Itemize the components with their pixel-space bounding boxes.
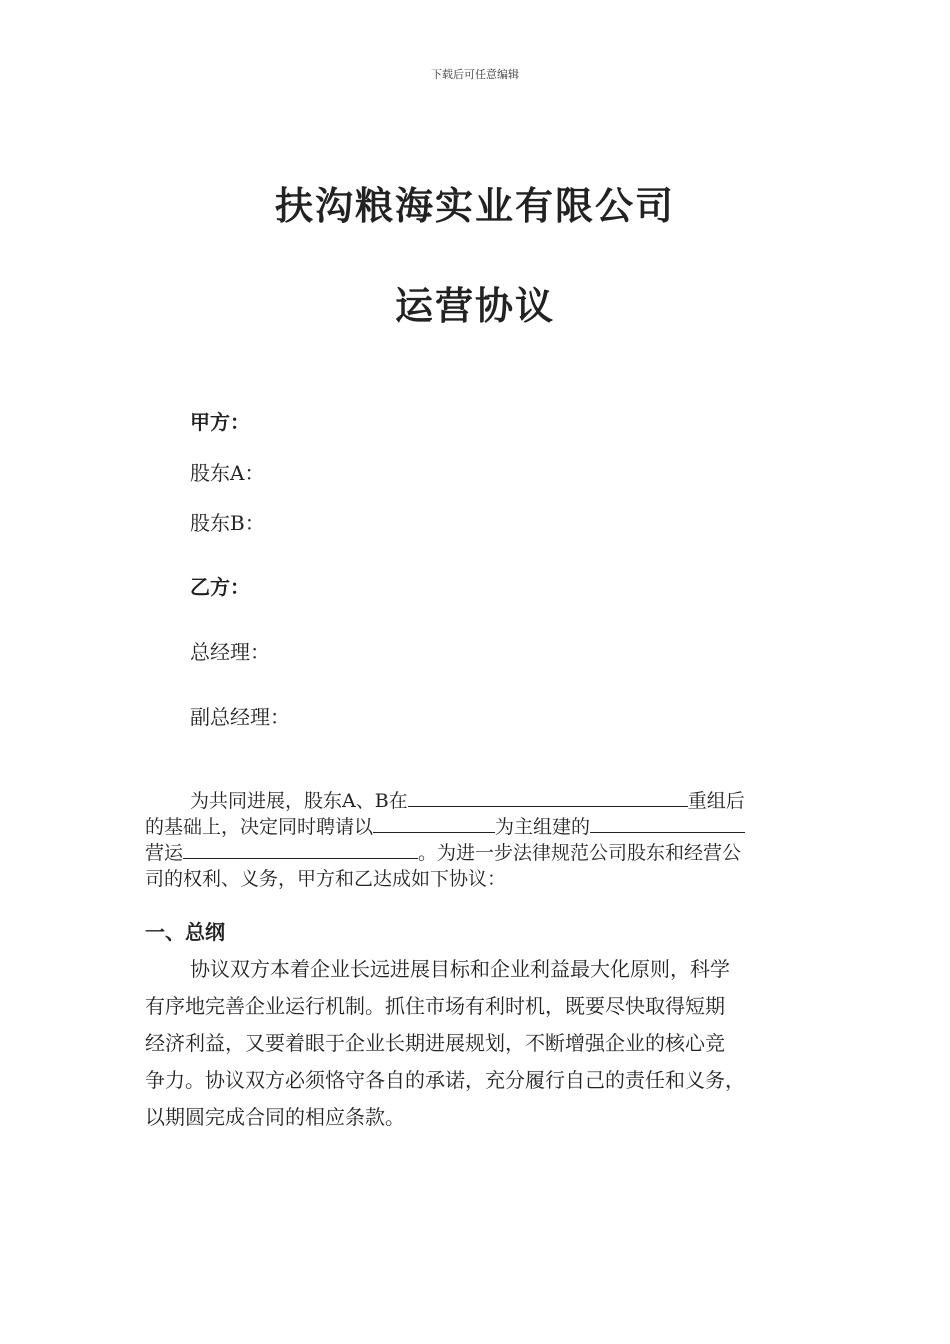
intro-text: 重组后 bbox=[687, 790, 745, 812]
intro-paragraph bbox=[145, 788, 810, 892]
intro-text: 为主组建的 bbox=[495, 816, 591, 838]
intro-line-3 bbox=[145, 840, 810, 866]
document-title: 运营协议 bbox=[394, 283, 555, 328]
company-title: 扶沟粮海实业有限公司 bbox=[274, 183, 675, 228]
blank-field bbox=[183, 840, 418, 859]
body-line: 有序地完善企业运行机制。抓住市场有利时机，既要尽快取得短期 bbox=[145, 994, 725, 1018]
body-line: 争力。协议双方必须恪守各自的承诺，充分履行自己的责任和义务， bbox=[145, 1068, 745, 1092]
intro-line-4: 司的权利、义务，甲方和乙达成如下协议： bbox=[145, 868, 507, 890]
section-body bbox=[145, 951, 810, 1136]
intro-text: 为共同进展，股东A、B在 bbox=[190, 790, 408, 812]
blank-field bbox=[590, 814, 745, 833]
party-b-label: 乙方： bbox=[190, 575, 250, 599]
blank-field bbox=[408, 788, 688, 807]
body-line: 以期圆完成合同的相应条款。 bbox=[145, 1105, 405, 1129]
general-manager-label: 总经理： bbox=[190, 640, 270, 664]
deputy-general-manager-label: 副总经理： bbox=[190, 705, 290, 729]
intro-text: 的基础上，决定同时聘请以 bbox=[145, 816, 374, 838]
header-note: 下载后可任意编辑 bbox=[431, 68, 519, 81]
body-line: 经济利益，又要着眼于企业长期进展规划，不断增强企业的核心竞 bbox=[145, 1031, 725, 1055]
section-heading: 一、总纲 bbox=[145, 920, 225, 944]
body-line: 协议双方本着企业长远进展目标和企业利益最大化原则，科学 bbox=[190, 957, 730, 981]
party-a-label: 甲方： bbox=[190, 410, 250, 434]
blank-field bbox=[373, 814, 495, 833]
intro-text: 营运 bbox=[145, 842, 184, 864]
shareholder-b-label: 股东B： bbox=[190, 511, 265, 535]
shareholder-a-label: 股东A： bbox=[190, 461, 265, 485]
intro-line-1 bbox=[145, 788, 810, 814]
intro-text: 。为进一步法律规范公司股东和经营公 bbox=[418, 842, 742, 864]
intro-line-2 bbox=[145, 814, 810, 840]
